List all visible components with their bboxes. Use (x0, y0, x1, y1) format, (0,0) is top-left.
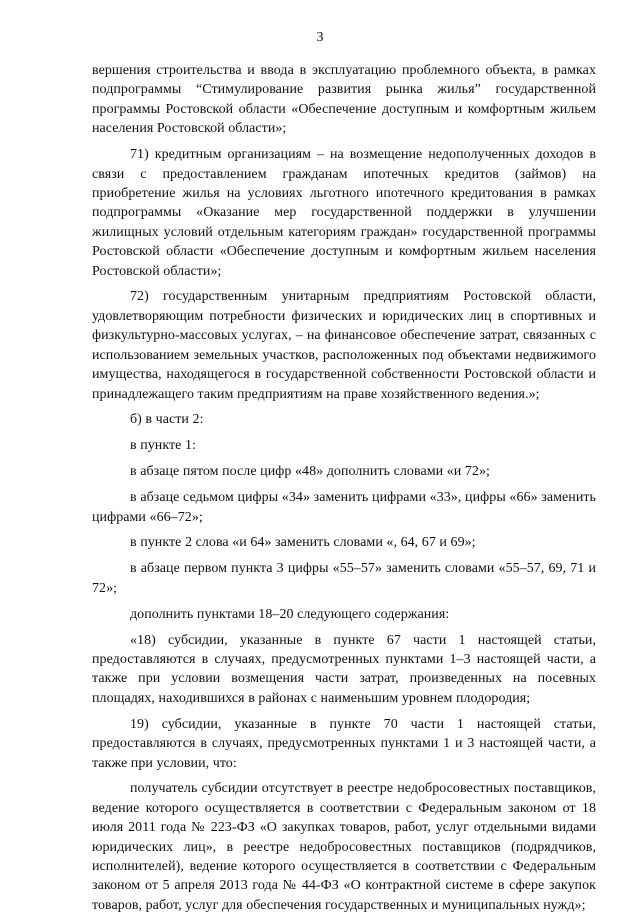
paragraph-point-1: в пункте 1: (130, 438, 196, 454)
paragraph-continuation: вершения строительства и ввода в эксплуатацию проблемного объекта, в рамках подпрограммы “Стимулирование развития рынка жилья” государственной программы Ростовской области «Обеспечение доступным и комфортным жильем населения Ростовской области»; (92, 63, 596, 137)
paragraph-point-3: в абзаце первом пункта 3 цифры «55–57» заменить словами «55–57, 69, 71 и 72»; (92, 561, 596, 596)
paragraph-point-2: в пункте 2 слова «и 64» заменить словами «, 64, 67 и 69»; (130, 535, 476, 551)
paragraph-abzac-5: в абзаце пятом после цифр «48» дополнить словами «и 72»; (130, 464, 490, 480)
document-body (92, 61, 596, 922)
paragraph-item-18: «18) субсидии, указанные в пункте 67 части 1 настоящей статьи, предоставляются в случаях, предусмотренных пунктами 1–3 настоящей части, а также при условии возмещения части затрат, произведенных на посевных площадях, находившихся в районах с наименьшим уровнем плодородия; (92, 632, 596, 706)
paragraph-item-19: 19) субсидии, указанные в пункте 70 части 1 настоящей статьи, предоставляются в случаях, предусмотренных пунктами 1 и 3 настоящей части, а также при условии, что: (92, 716, 596, 771)
page-number: 3 (316, 30, 324, 45)
paragraph-item-72: 72) государственным унитарным предприятиям Ростовской области, удовлетворяющим потребности физических и юридических лиц в спортивных и физкультурно-массовых услугах, – на финансовое обеспечение затрат, связанных с использованием земельных участков, расположенных под объектами недвижимого имущества, находящегося в государственной собственности Ростовской области и принадлежащего таким предприятиям на праве хозяйственного ведения.»; (92, 289, 596, 402)
paragraph-part-2-b: б) в части 2: (130, 412, 204, 428)
paragraph-item-71: 71) кредитным организациям – на возмещение недополученных доходов в связи с предоставлением гражданам ипотечных кредитов (займов) на приобретение жилья на условиях льготного ипотечного кредитования в рамках подпрограммы «Оказание мер государственной поддержки в улучшении жилищных условий отдельным категориям граждан» государственной программы Ростовской области «Обеспечение доступным и комфортным жильем населения Ростовской области»; (92, 147, 596, 279)
paragraph-abzac-7: в абзаце седьмом цифры «34» заменить цифрами «33», цифры «66» заменить цифрами «66–72»; (92, 490, 596, 525)
paragraph-add-points: дополнить пунктами 18–20 следующего содержания: (130, 606, 450, 622)
paragraph-condition: получатель субсидии отсутствует в реестре недобросовестных поставщиков, ведение которого осуществляется в соответствии с Федеральным законом от 18 июля 2011 года № 223-ФЗ «О закупках товаров, работ, услуг отдельными видами юридических лиц», в реестре недобросовестных поставщиков (подрядчиков, исполнителей), ведение которого осуществляется в соответствии с Федеральным законом от 5 апреля 2013 года № 44-ФЗ «О контрактной системе в сфере закупок товаров, работ, услуг для обеспечения государственных и муниципальных нужд»; (92, 781, 596, 913)
